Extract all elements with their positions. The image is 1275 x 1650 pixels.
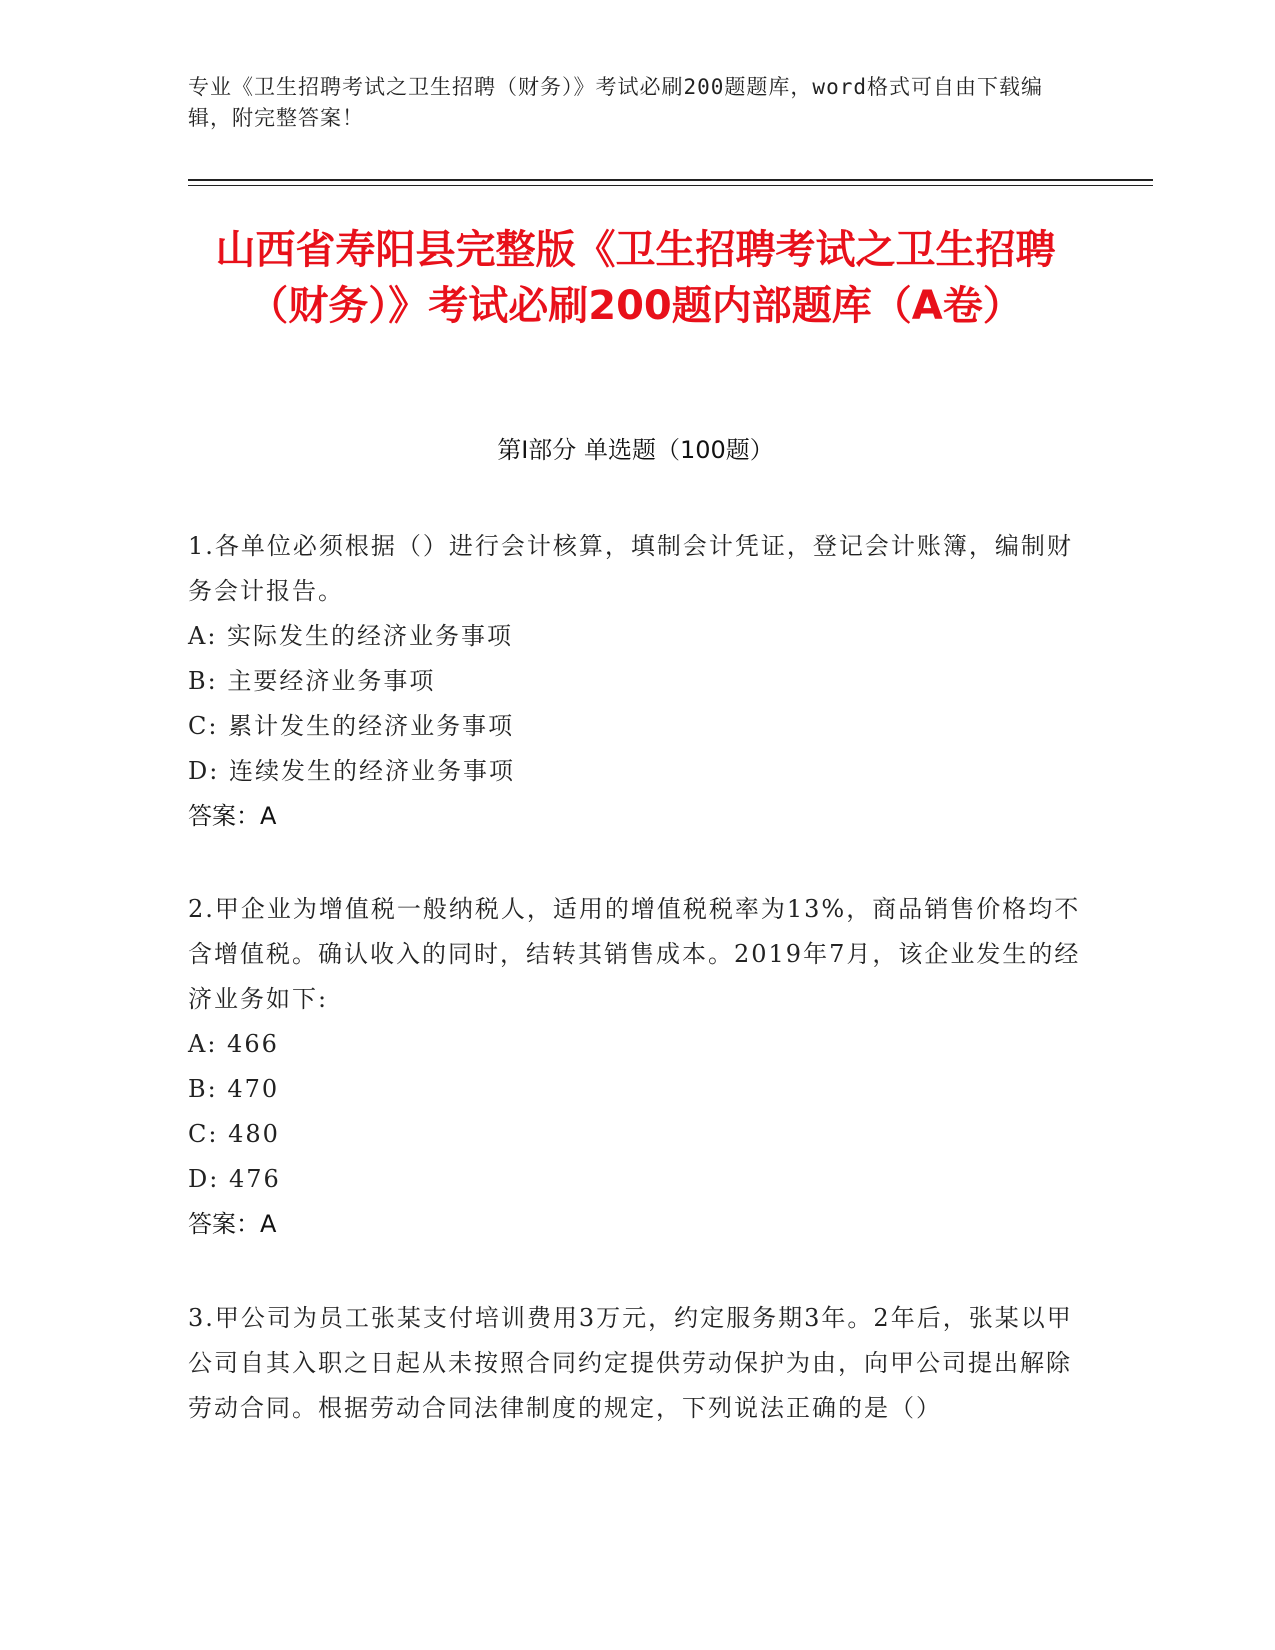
option-b: B: 470 [188,1075,280,1103]
option-c: C: 480 [188,1120,280,1148]
question-stem: 2.甲企业为增值税一般纳税人，适用的增值税税率为13%，商品销售价格均不含增值税。确认收入的同时，结转其销售成本。2019年7月，该企业发生的经济业务如下: [188,895,1081,1013]
question-3 [188,1296,1083,1431]
header-divider-thin [188,185,1153,186]
header-note: 专业《卫生招聘考试之卫生招聘（财务）》考试必刷200题题库，word格式可自由下载编辑，附完整答案！ [188,75,1043,130]
option-c: C: 累计发生的经济业务事项 [188,712,515,740]
option-d: D: 连续发生的经济业务事项 [188,757,515,785]
answer: 答案：A [188,1210,277,1238]
question-stem: 3.甲公司为员工张某支付培训费用3万元，约定服务期3年。2年后，张某以甲公司自其入职之日起从未按照合同约定提供劳动保护为由，向甲公司提出解除劳动合同。根据劳动合同法律制度的规定，下列说法正确的是（） [188,1304,1073,1422]
option-a: A: 实际发生的经济业务事项 [188,622,514,650]
answer: 答案：A [188,802,277,830]
option-b: B: 主要经济业务事项 [188,667,436,695]
question-2 [188,887,1083,1247]
header-divider [188,179,1153,181]
question-1 [188,524,1083,839]
option-a: A: 466 [188,1030,279,1058]
option-d: D: 476 [188,1165,281,1193]
question-stem: 1.各单位必须根据（）进行会计核算，填制会计凭证，登记会计账簿，编制财务会计报告。 [188,532,1073,605]
document-title: 山西省寿阳县完整版《卫生招聘考试之卫生招聘（财务）》考试必刷200题内部题库（A卷） [215,227,1056,329]
section-title: 第I部分 单选题（100题） [497,436,774,464]
